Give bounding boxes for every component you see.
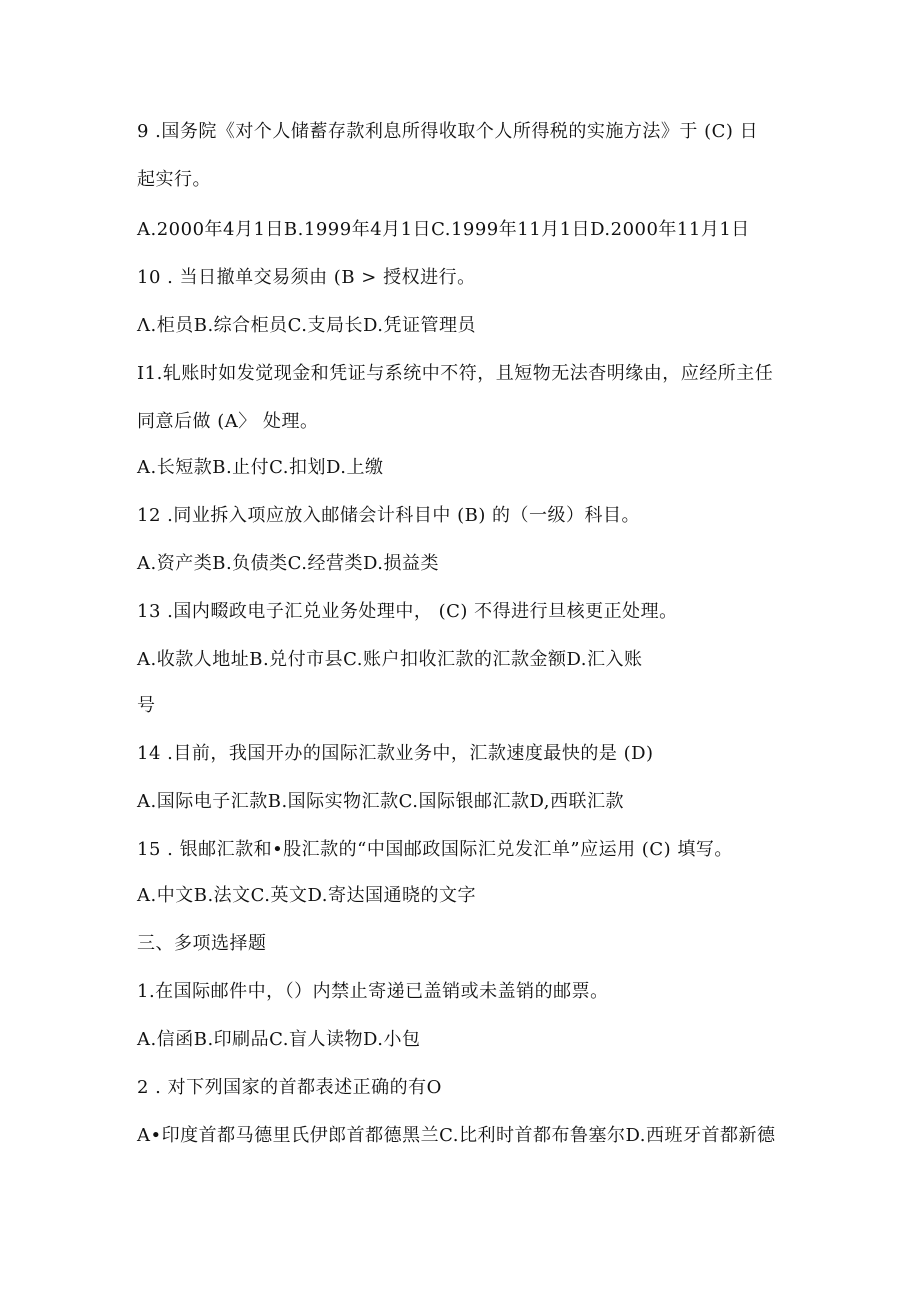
question-11-options: A.长短款B.止付C.扣划D.上缴 — [137, 457, 384, 478]
question-12-stem: 12 .同业拆入项应放入邮储会计科目中 (B) 的（一级）科目。 — [137, 505, 641, 526]
question-9-stem-line-2: 起实行。 — [137, 169, 211, 190]
question-14-options: A.国际电子汇款B.国际实物汇款C.国际银邮汇款D,西联汇款 — [137, 791, 625, 812]
question-10-stem: 10 . 当日撤单交易须由 (B > 授权进行。 — [137, 267, 476, 288]
question-11-stem-line-2: 同意后做 (A〉 处理。 — [137, 411, 319, 432]
mc-question-2-options: A•印度首都马德里氏伊郎首都德黑兰C.比利时首都布鲁塞尔D.西班牙首都新德 — [137, 1125, 776, 1146]
question-13-stem: 13 .国内畷政电子汇兑业务处理中， (C) 不得进行旦核更正处理。 — [137, 601, 678, 622]
section-heading-multiple-choice: 三、多项选择题 — [137, 933, 267, 954]
question-11-stem-line-1: I1.轧账时如发觉现金和凭证与系统中不符，且短物无法杳明缘由，应经所主任 — [137, 363, 774, 384]
question-13-options-line-2: 号 — [137, 695, 156, 716]
question-12-options: A.资产类B.负债类C.经营类D.损益类 — [137, 553, 440, 574]
question-10-options: Λ.柜员B.综合柜员C.支局长D.凭证管理员 — [137, 315, 477, 336]
mc-question-1-options: A.信函B.印刷品C.盲人读物D.小包 — [137, 1029, 421, 1050]
question-14-stem: 14 .目前，我国开办的国际汇款业务中，汇款速度最快的是 (D) — [137, 743, 654, 764]
question-15-stem: 15 . 银邮汇款和•股汇款的“中国邮政国际汇兑发汇单”应运用 (C) 填写。 — [137, 839, 733, 860]
question-9-stem-line-1: 9 .国务院《对个人储蓄存款利息所得收取个人所得税的实施方法》于 (C) 日 — [137, 121, 759, 142]
question-9-options: A.2000年4月1日B.1999年4月1日C.1999年11月1日D.2000年11月1日 — [137, 219, 750, 240]
question-15-options: A.中文B.法文C.英文D.寄达国通晓的文字 — [137, 885, 477, 906]
question-13-options-line-1: A.收款人地址B.兑付市县C.账户扣收汇款的汇款金额D.汇入账 — [137, 649, 643, 670]
mc-question-2-stem: 2 . 对下列国家的首都表述正确的有O — [137, 1077, 442, 1098]
mc-question-1-stem: 1.在国际邮件中，（）内禁止寄递已盖销或未盖销的邮票。 — [137, 981, 609, 1002]
